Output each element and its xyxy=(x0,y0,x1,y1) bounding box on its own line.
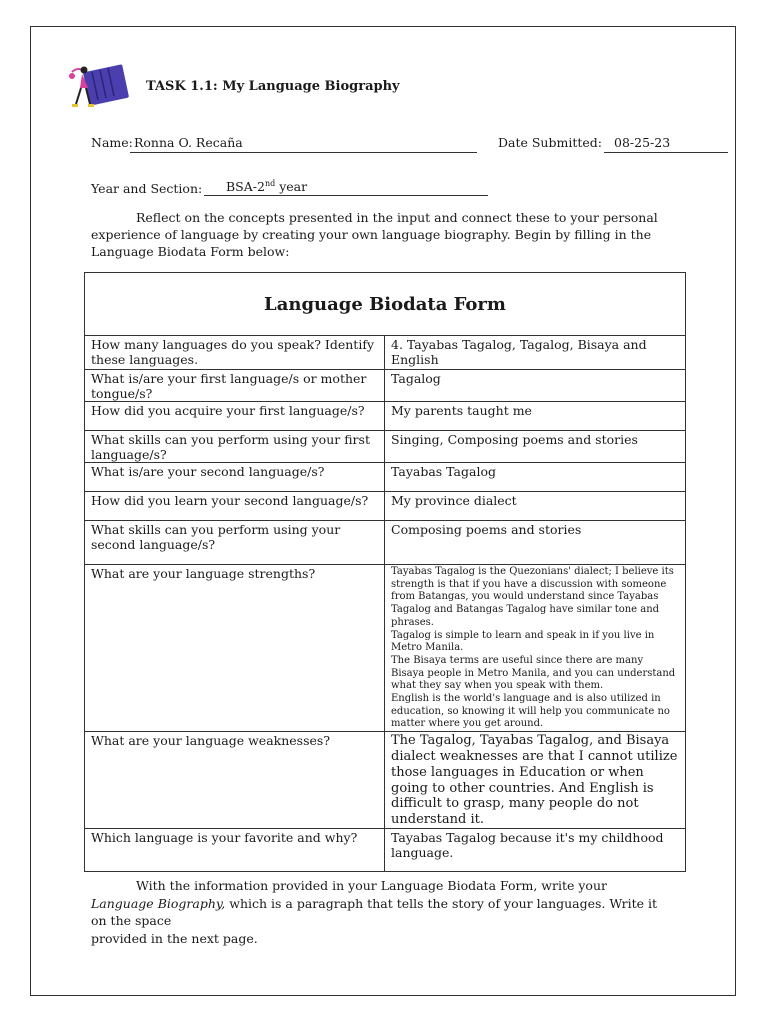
question-cell: What skills can you perform using your second language/s? xyxy=(85,521,385,565)
name-label: Name: xyxy=(91,135,133,150)
answer-cell: 4. Tayabas Tagalog, Tagalog, Bisaya and English xyxy=(385,336,686,370)
section-value: BSA-2nd year xyxy=(226,179,308,195)
question-cell: How many languages do you speak? Identify these languages. xyxy=(85,336,385,370)
intro-line-1: Reflect on the concepts presented in the input and connect these to your personal xyxy=(136,210,658,225)
date-value: 08-25-23 xyxy=(614,135,671,150)
intro-line-3: Language Biodata Form below: xyxy=(91,244,290,259)
question-cell: How did you learn your second language/s? xyxy=(85,492,385,521)
answer-cell: Tayabas Tagalog because it's my childhood language. xyxy=(385,828,686,871)
question-cell: How did you acquire your first language/s? xyxy=(85,402,385,431)
name-underline xyxy=(130,152,477,153)
section-label: Year and Section: xyxy=(91,181,203,196)
form-title: Language Biodata Form xyxy=(85,273,686,336)
date-underline xyxy=(604,152,728,153)
question-cell: What is/are your first language/s or mother tongue/s? xyxy=(85,370,385,402)
question-cell: What are your language weaknesses? xyxy=(85,732,385,829)
answer-cell: Tayabas Tagalog xyxy=(385,463,686,492)
task-title: TASK 1.1: My Language Biography xyxy=(146,79,400,94)
answer-cell: My parents taught me xyxy=(385,402,686,431)
intro-line-2: experience of language by creating your own language biography. Begin by filling in the xyxy=(91,227,652,242)
question-cell: What are your language strengths? xyxy=(85,565,385,732)
answer-cell: The Tagalog, Tayabas Tagalog, and Bisaya dialect weaknesses are that I cannot utilize those languages in Education or when going to other countries. And English is difficult to grasp, many people do not understand it. xyxy=(385,732,686,829)
question-cell: What is/are your second language/s? xyxy=(85,463,385,492)
answer-cell: Composing poems and stories xyxy=(385,521,686,565)
answer-cell: Tagalog xyxy=(385,370,686,402)
name-value: Ronna O. Recaña xyxy=(134,135,243,150)
answer-cell: Singing, Composing poems and stories xyxy=(385,431,686,463)
biodata-form-table xyxy=(84,272,686,872)
question-cell: What skills can you perform using your first language/s? xyxy=(85,431,385,463)
closing-paragraph: With the information provided in your Language Biodata Form, write your Language Biography, which is a paragraph that tells the story of your languages. Write it on the space provided in the next page. xyxy=(91,878,658,946)
person-with-folder-icon xyxy=(64,60,136,116)
date-label: Date Submitted: xyxy=(498,135,602,150)
section-underline xyxy=(204,195,488,196)
answer-cell: Tayabas Tagalog is the Quezonians' dialect; I believe its strength is that if you have a discussion with someone from Batangas, you would understand since Tayabas Tagalog and Batangas Tagalog have similar tone and phrases. Tagalog is simple to learn and speak in if you live in Metro Manila. The Bisaya terms are useful since there are many Bisaya people in Metro Manila, and you can understand what they say when you speak with them. English is the world's language and is also utilized in education, so knowing it will help you communicate no matter where you get around. xyxy=(385,565,686,732)
question-cell: Which language is your favorite and why? xyxy=(85,828,385,871)
answer-cell: My province dialect xyxy=(385,492,686,521)
